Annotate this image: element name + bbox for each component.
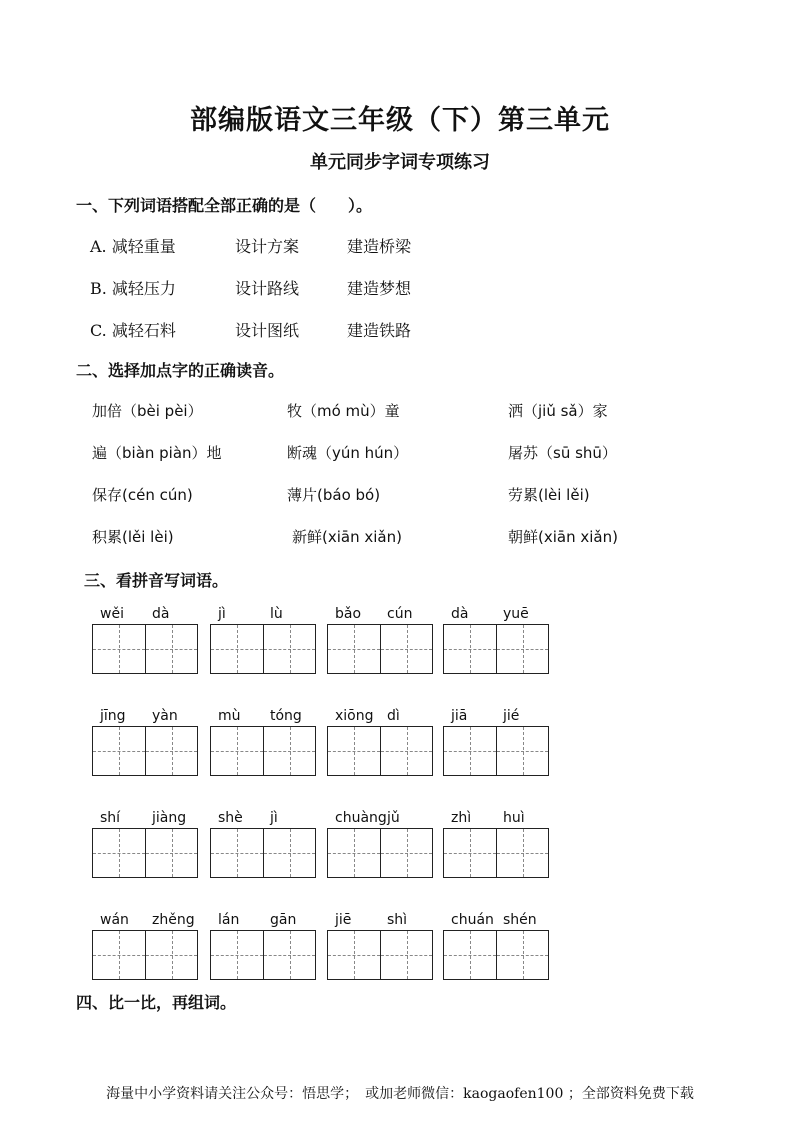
pinyin-label: gān: [270, 912, 297, 928]
writing-cell[interactable]: [263, 727, 315, 775]
pinyin-label: tóng: [270, 708, 302, 724]
writing-cell[interactable]: [444, 829, 496, 877]
pinyin-label: jiā: [451, 708, 468, 724]
pinyin-label: dà: [451, 606, 469, 622]
writing-cell[interactable]: [145, 931, 197, 979]
pinyin-label: xiōng: [335, 708, 374, 724]
writing-cell[interactable]: [93, 727, 145, 775]
writing-boxes: [327, 726, 433, 776]
reading-item: 屠苏（sū shū）: [508, 444, 617, 462]
option-a-word-2: 设计方案: [235, 237, 300, 256]
writing-boxes: [92, 624, 198, 674]
option-c-word-1: C. 减轻石料: [90, 321, 176, 340]
writing-cell[interactable]: [496, 727, 548, 775]
writing-cell[interactable]: [380, 931, 432, 979]
page-title: 部编版语文三年级（下）第三单元: [190, 105, 610, 136]
writing-cell[interactable]: [263, 625, 315, 673]
page-subtitle: 单元同步字词专项练习: [310, 152, 490, 173]
pinyin-label: dì: [387, 708, 400, 724]
pinyin-label: jié: [503, 708, 520, 724]
reading-item: 新鲜(xiān xiǎn): [292, 528, 402, 546]
reading-item: 朝鲜(xiān xiǎn): [508, 528, 618, 546]
writing-cell[interactable]: [145, 829, 197, 877]
writing-boxes: [327, 828, 433, 878]
pinyin-grid-group: [210, 708, 316, 806]
writing-boxes: [443, 624, 549, 674]
writing-cell[interactable]: [496, 829, 548, 877]
pinyin-grid-group: [443, 606, 549, 704]
writing-cell[interactable]: [93, 829, 145, 877]
writing-cell[interactable]: [496, 931, 548, 979]
writing-boxes: [443, 930, 549, 980]
writing-cell[interactable]: [380, 625, 432, 673]
option-b-word-3: 建造梦想: [347, 279, 412, 298]
writing-boxes: [443, 726, 549, 776]
pinyin-label: jīng: [100, 708, 126, 724]
option-c-word-2: 设计图纸: [235, 321, 300, 340]
option-row-a: [90, 234, 490, 258]
writing-cell[interactable]: [444, 625, 496, 673]
pinyin-label: zhì: [451, 810, 472, 826]
pinyin-label: jǔ: [387, 810, 400, 826]
writing-cell[interactable]: [145, 727, 197, 775]
writing-cell[interactable]: [328, 829, 380, 877]
reading-item: 加倍（bèi pèi）: [92, 402, 203, 420]
pinyin-label: jiàng: [152, 810, 187, 826]
reading-item: 保存(cén cún): [92, 486, 193, 504]
pinyin-grid-group: [92, 810, 198, 908]
pinyin-label: chuán: [451, 912, 494, 928]
writing-cell[interactable]: [328, 625, 380, 673]
writing-boxes: [443, 828, 549, 878]
writing-cell[interactable]: [211, 931, 263, 979]
writing-cell[interactable]: [444, 727, 496, 775]
writing-boxes: [210, 624, 316, 674]
pinyin-label: mù: [218, 708, 241, 724]
pinyin-grid-group: [327, 912, 433, 1010]
reading-item: 积累(lěi lèi): [92, 528, 174, 546]
pinyin-grid-group: [210, 606, 316, 704]
pinyin-label: yàn: [152, 708, 178, 724]
writing-cell[interactable]: [444, 931, 496, 979]
pinyin-label: wěi: [100, 606, 124, 622]
reading-item: 断魂（yún hún）: [287, 444, 409, 462]
writing-cell[interactable]: [211, 625, 263, 673]
writing-boxes: [327, 930, 433, 980]
writing-cell[interactable]: [328, 931, 380, 979]
option-a-word-1: A. 减轻重量: [90, 237, 176, 256]
question-1-heading: 一、下列词语搭配全部正确的是（ ）。: [76, 196, 373, 215]
pinyin-grid-group: [92, 708, 198, 806]
writing-boxes: [92, 828, 198, 878]
option-row-b: [90, 276, 490, 300]
writing-cell[interactable]: [328, 727, 380, 775]
reading-item: 牧（mó mù）童: [287, 402, 400, 420]
reading-item: 薄片(báo bó): [287, 486, 381, 504]
pinyin-label: jiē: [335, 912, 352, 928]
option-a-word-3: 建造桥梁: [347, 237, 412, 256]
writing-cell[interactable]: [93, 931, 145, 979]
pinyin-label: shén: [503, 912, 537, 928]
pinyin-grid-group: [327, 708, 433, 806]
writing-cell[interactable]: [380, 829, 432, 877]
option-c-word-3: 建造铁路: [347, 321, 412, 340]
writing-boxes: [210, 828, 316, 878]
pinyin-grid-group: [327, 810, 433, 908]
reading-item: 劳累(lèi lěi): [508, 486, 590, 504]
pinyin-grid-group: [210, 810, 316, 908]
pinyin-label: zhěng: [152, 912, 195, 928]
question-3-heading: 三、看拼音写词语。: [84, 571, 229, 590]
pinyin-grid-group: [327, 606, 433, 704]
writing-cell[interactable]: [211, 829, 263, 877]
writing-boxes: [210, 726, 316, 776]
option-b-word-1: B. 减轻压力: [90, 279, 176, 298]
pinyin-label: shí: [100, 810, 121, 826]
pinyin-label: chuàng: [335, 810, 387, 826]
writing-cell[interactable]: [93, 625, 145, 673]
pinyin-label: bǎo: [335, 606, 362, 622]
pinyin-label: wán: [100, 912, 129, 928]
pinyin-label: cún: [387, 606, 413, 622]
writing-cell[interactable]: [211, 727, 263, 775]
question-2-heading: 二、选择加点字的正确读音。: [76, 361, 285, 380]
pinyin-grid-group: [443, 810, 549, 908]
pinyin-grid-group: [443, 708, 549, 806]
pinyin-label: shè: [218, 810, 243, 826]
pinyin-label: yuē: [503, 606, 529, 622]
pinyin-label: jì: [218, 606, 226, 622]
option-row-c: [90, 318, 490, 342]
question-4-heading: 四、比一比，再组词。: [76, 993, 237, 1012]
pinyin-label: lù: [270, 606, 283, 622]
pinyin-label: dà: [152, 606, 170, 622]
writing-boxes: [92, 930, 198, 980]
pinyin-label: lán: [218, 912, 240, 928]
pinyin-label: jì: [270, 810, 278, 826]
reading-item: 洒（jiǔ sǎ）家: [508, 402, 608, 420]
pinyin-grid-group: [443, 912, 549, 1010]
writing-cell[interactable]: [263, 829, 315, 877]
option-b-word-2: 设计路线: [235, 279, 300, 298]
writing-boxes: [210, 930, 316, 980]
pinyin-grid-group: [92, 606, 198, 704]
writing-cell[interactable]: [496, 625, 548, 673]
pinyin-label: huì: [503, 810, 525, 826]
reading-item: 遍（biàn piàn）地: [92, 444, 222, 462]
writing-cell[interactable]: [145, 625, 197, 673]
pinyin-label: shì: [387, 912, 408, 928]
writing-cell[interactable]: [263, 931, 315, 979]
writing-boxes: [327, 624, 433, 674]
writing-boxes: [92, 726, 198, 776]
writing-cell[interactable]: [380, 727, 432, 775]
footer-note: 海量中小学资料请关注公众号：悟思学； 或加老师微信：kaogaofen100 ；全部资料免费下载: [106, 1086, 694, 1102]
